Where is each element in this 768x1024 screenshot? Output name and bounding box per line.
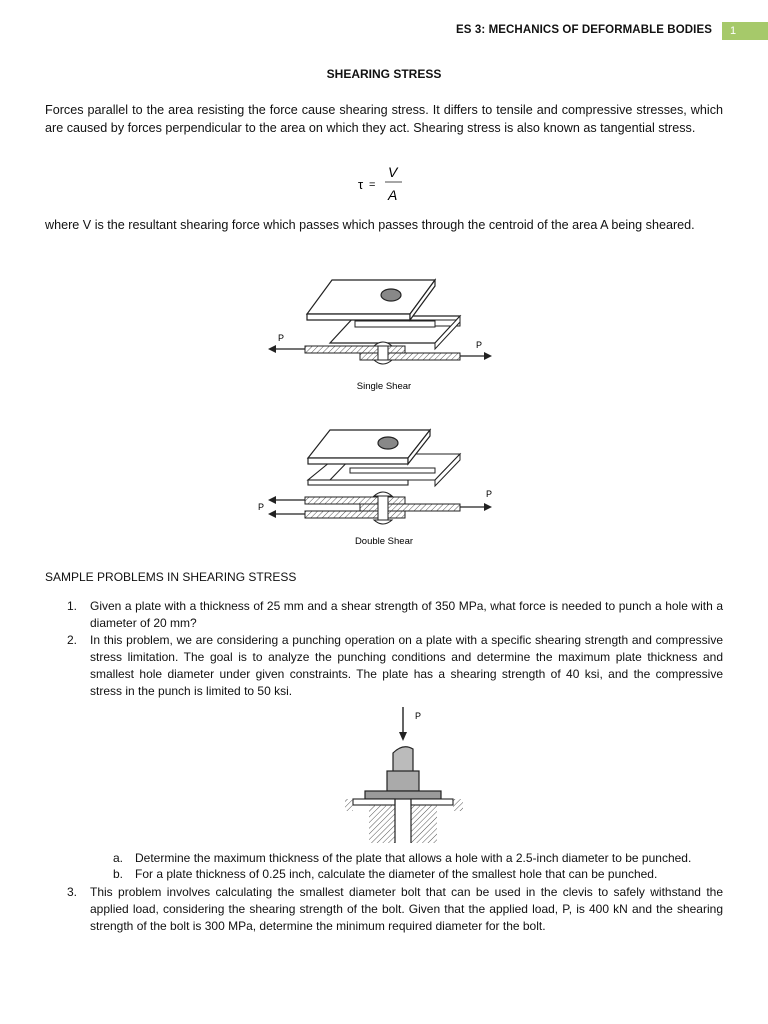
- subproblem-label: a.: [113, 851, 124, 865]
- punch-load-label: P: [415, 711, 422, 721]
- problem-number: 1.: [67, 599, 78, 613]
- problem-list: [45, 598, 723, 700]
- double-shear-caption: Double Shear: [354, 536, 414, 547]
- formula-equals: =: [369, 179, 376, 191]
- punch-figure: [345, 705, 465, 845]
- section-heading: SAMPLE PROBLEMS IN SHEARING STRESS: [45, 570, 297, 584]
- subproblem-text: Determine the maximum thickness of the plate that allows a hole with a 2.5-inch diameter to be punched.: [135, 851, 692, 865]
- intro-paragraph: Forces parallel to the area resisting the force cause shearing stress. It differs to tensile and compressive stresses, which are caused by forces perpendicular to the area on which they act. Shearing stress is also known as tangential stress.: [45, 103, 723, 135]
- header-title: ES 3: MECHANICS OF DEFORMABLE BODIES: [456, 24, 712, 36]
- double-load-left-label: P: [258, 502, 265, 512]
- problem-item: [45, 884, 723, 935]
- problem-text: This problem involves calculating the smallest diameter bolt that can be used in the clevis to safely withstand the applied load, considering the shearing strength of the bolt. Given that the applied load, P, is 400 kN and the shearing strength of the bolt is 300 MPa, determine the minimum required diameter for the bolt.: [90, 885, 723, 933]
- problem-number: 2.: [67, 633, 78, 647]
- problem-item: [45, 632, 723, 700]
- page-number-badge: 1: [722, 22, 768, 40]
- shear-stress-formula: [358, 164, 418, 204]
- formula-denominator: A: [388, 187, 398, 203]
- subproblem-label: b.: [113, 867, 124, 881]
- subproblem-text: For a plate thickness of 0.25 inch, calculate the diameter of the smallest hole that can be punched.: [135, 867, 658, 881]
- single-shear-figure: [260, 268, 500, 398]
- single-load-left-label: P: [278, 333, 285, 343]
- single-shear-caption: Single Shear: [356, 381, 412, 392]
- double-shear-figure: [250, 420, 500, 550]
- page-title: SHEARING STRESS: [326, 67, 442, 81]
- subproblem-item: [113, 866, 723, 882]
- subproblem-item: [113, 850, 723, 866]
- problem-text: Given a plate with a thickness of 25 mm and a shear strength of 350 MPa, what force is needed to punch a hole with a diameter of 20 mm?: [90, 599, 723, 630]
- problem-list-continued: [45, 884, 723, 935]
- double-load-right-label: P: [486, 489, 493, 499]
- problem-text: In this problem, we are considering a punching operation on a plate with a specific shearing strength and compressive stress limitation. The goal is to analyze the punching conditions and determine the maximum plate thickness and smallest hole diameter under given constraints. The plate has a shearing strength of 40 ksi, and the compressive stress in the punch is limited to 50 ksi.: [90, 633, 723, 698]
- where-paragraph: where V is the resultant shearing force which passes which passes through the centroid of the area A being sheared.: [45, 218, 695, 232]
- formula-tau: τ: [358, 177, 364, 192]
- subproblem-list: [113, 850, 723, 882]
- problem-number: 3.: [67, 885, 78, 899]
- single-load-right-label: P: [476, 340, 483, 350]
- formula-numerator: V: [388, 164, 398, 180]
- problem-item: [45, 598, 723, 632]
